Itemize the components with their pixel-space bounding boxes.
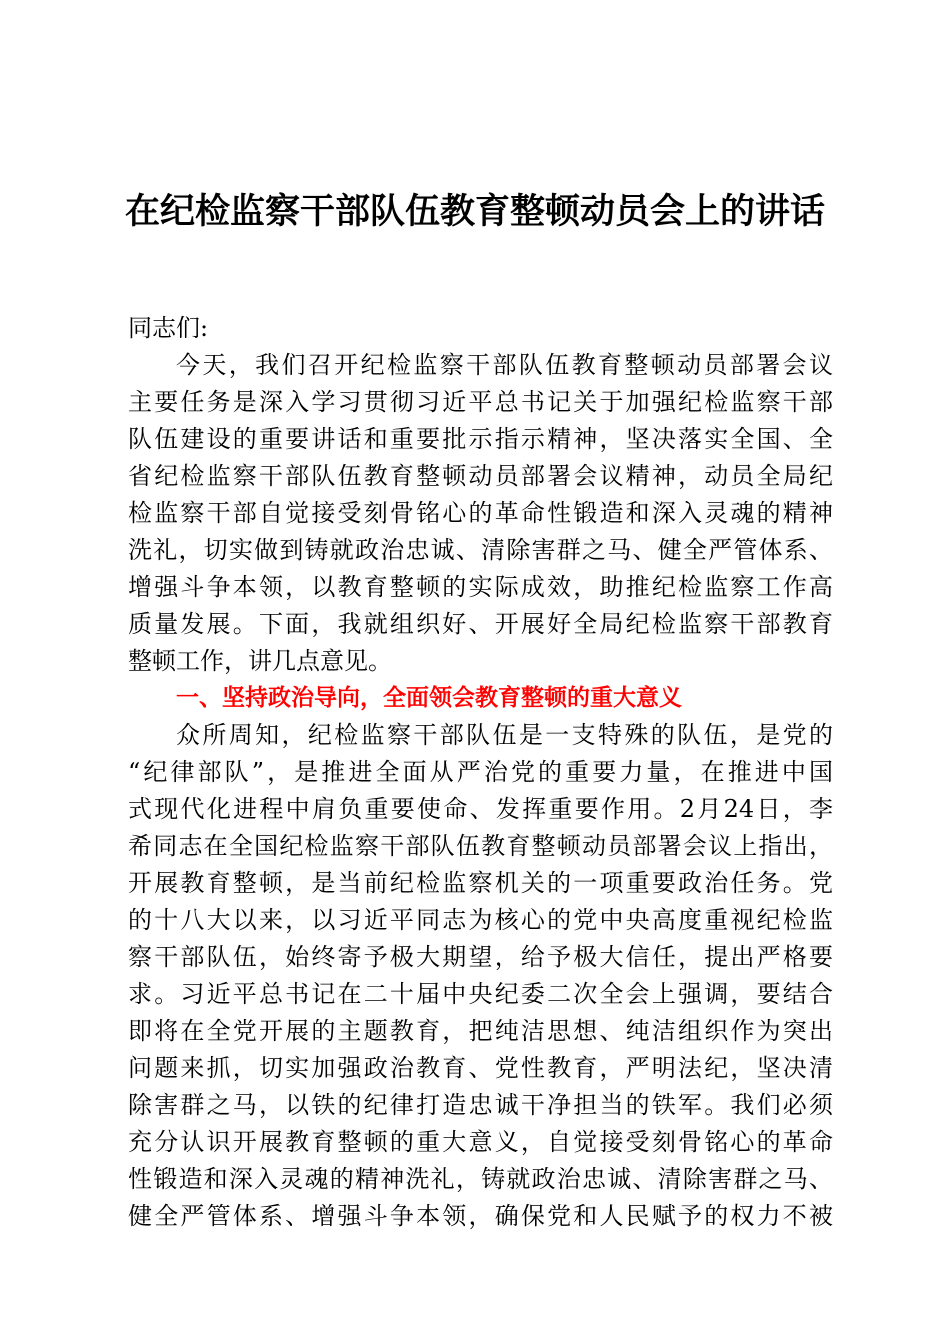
- section-heading-1: 一、坚持政治导向，全面领会教育整顿的重大意义: [176, 685, 682, 711]
- paragraph-line: 众所周知，纪检监察干部队伍是一支特殊的队伍，是党的: [176, 721, 833, 749]
- paragraph-line: 主要任务是深入学习贯彻习近平总书记关于加强纪检监察干部: [128, 388, 833, 416]
- document-body: [128, 310, 833, 1235]
- paragraph-line: 洗礼，切实做到铸就政治忠诚、清除害群之马、健全严管体系、: [128, 536, 833, 564]
- paragraph-line: 检监察干部自觉接受刻骨铭心的革命性锻造和深入灵魂的精神: [128, 499, 833, 527]
- paragraph-line: 整顿工作，讲几点意见。: [128, 647, 392, 675]
- paragraph-line: 今天，我们召开纪检监察干部队伍教育整顿动员部署会议: [176, 351, 833, 379]
- salutation: 同志们:: [128, 314, 209, 342]
- paragraph-line: 察干部队伍，始终寄予极大期望，给予极大信任，提出严格要: [128, 943, 833, 971]
- paragraph-line: 求。习近平总书记在二十届中央纪委二次全会上强调，要结合: [128, 980, 833, 1008]
- paragraph-1: [128, 347, 833, 680]
- paragraph-line: 问题来抓，切实加强政治教育、党性教育，严明法纪，坚决清: [128, 1054, 833, 1082]
- paragraph-2: [128, 717, 833, 1235]
- paragraph-line: 式现代化进程中肩负重要使命、发挥重要作用。2月24日，李: [128, 795, 833, 823]
- paragraph-line: 健全严管体系、增强斗争本领，确保党和人民赋予的权力不被: [128, 1202, 833, 1230]
- paragraph-line: 即将在全党开展的主题教育，把纯洁思想、纯洁组织作为突出: [128, 1017, 833, 1045]
- paragraph-line: 开展教育整顿，是当前纪检监察机关的一项重要政治任务。党: [128, 869, 833, 897]
- paragraph-line: 性锻造和深入灵魂的精神洗礼，铸就政治忠诚、清除害群之马、: [128, 1165, 833, 1193]
- paragraph-line: 增强斗争本领，以教育整顿的实际成效，助推纪检监察工作高: [128, 573, 833, 601]
- paragraph-line: 希同志在全国纪检监察干部队伍教育整顿动员部署会议上指出，: [128, 832, 833, 860]
- paragraph-line: 充分认识开展教育整顿的重大意义，自觉接受刻骨铭心的革命: [128, 1128, 833, 1156]
- paragraph-line: 质量发展。下面，我就组织好、开展好全局纪检监察干部教育: [128, 610, 833, 638]
- paragraph-line: “纪律部队”，是推进全面从严治党的重要力量，在推进中国: [128, 758, 833, 786]
- paragraph-line: 队伍建设的重要讲话和重要批示指示精神，坚决落实全国、全: [128, 425, 833, 453]
- document-title: 在纪检监察干部队伍教育整顿动员会上的讲话: [124, 191, 825, 232]
- paragraph-line: 除害群之马，以铁的纪律打造忠诚干净担当的铁军。我们必须: [128, 1091, 833, 1119]
- paragraph-line: 省纪检监察干部队伍教育整顿动员部署会议精神，动员全局纪: [128, 462, 833, 490]
- paragraph-line: 的十八大以来，以习近平同志为核心的党中央高度重视纪检监: [128, 906, 833, 934]
